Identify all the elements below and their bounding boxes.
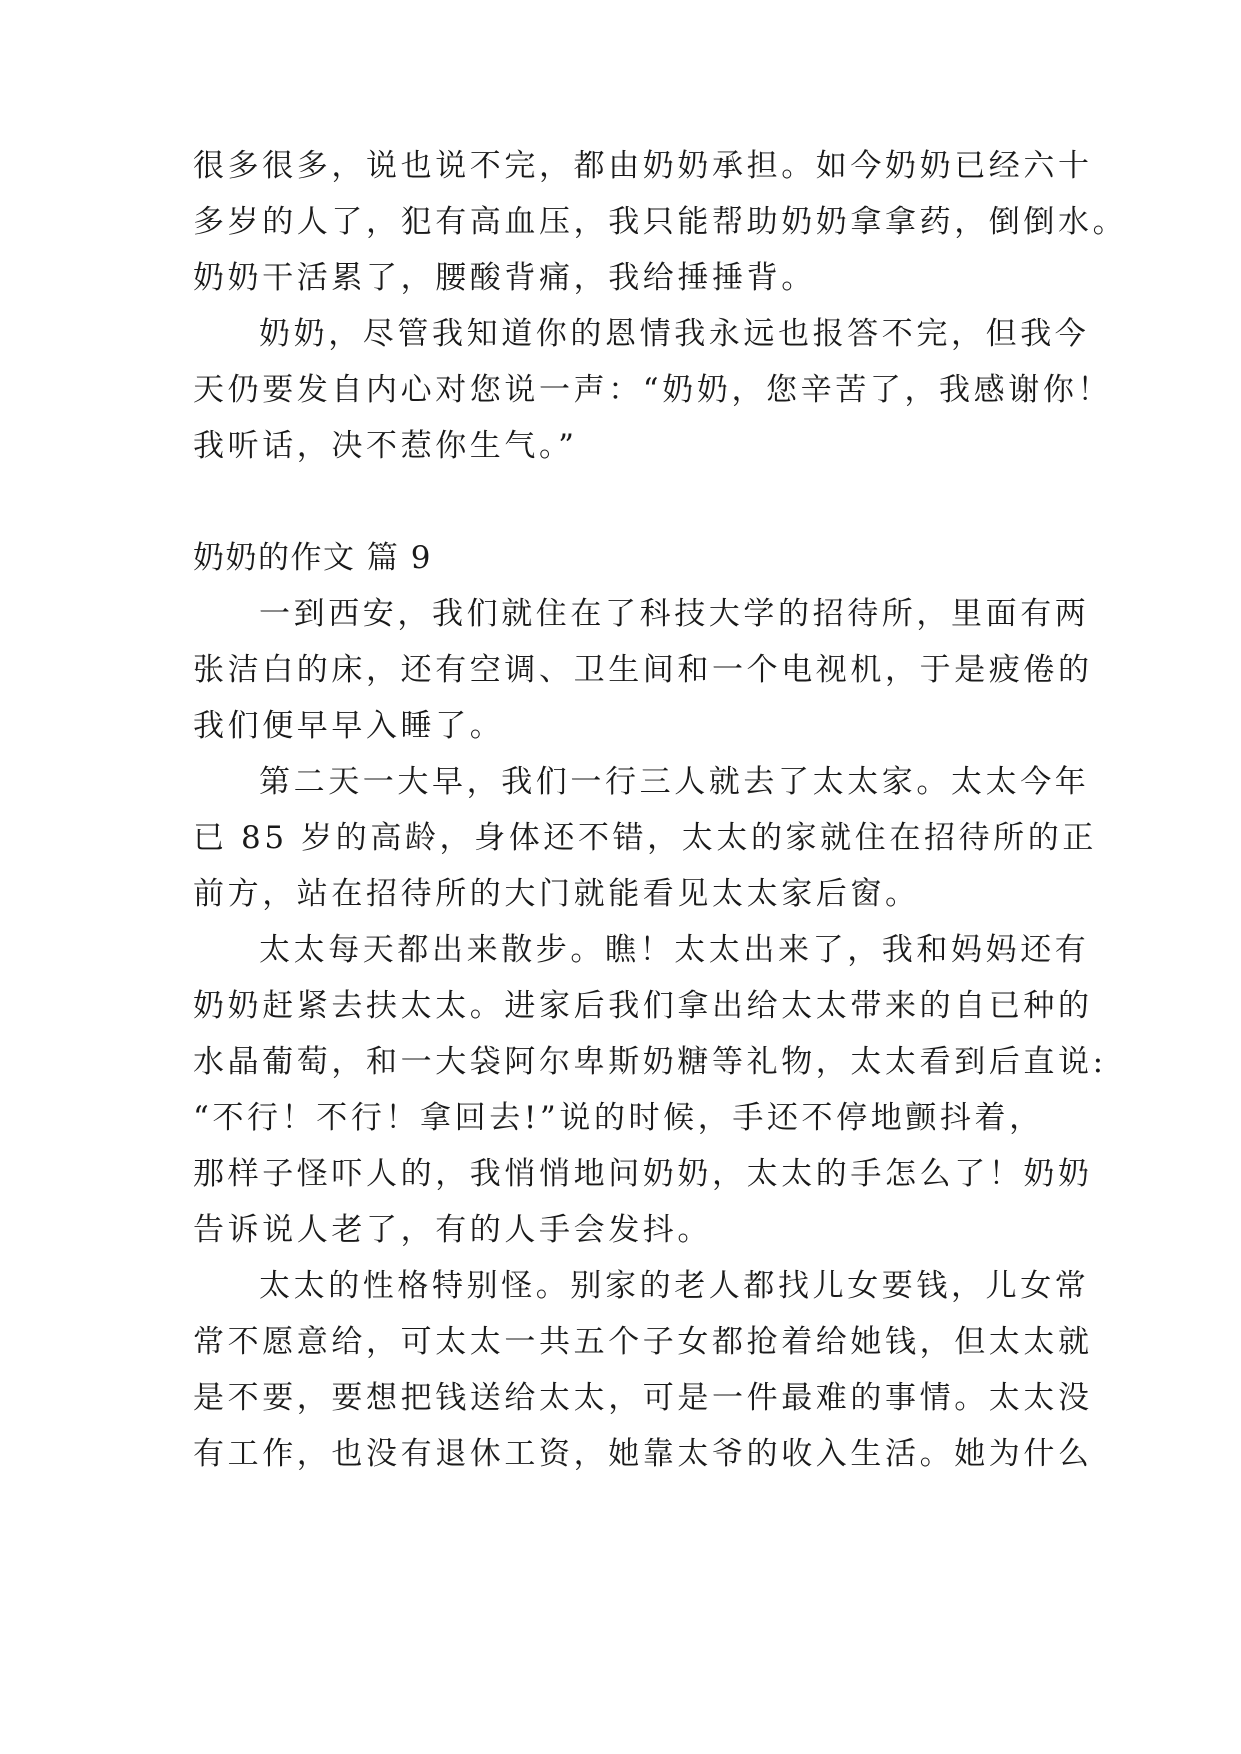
paragraph-first-line: 奶奶，尽管我知道你的恩情我永远也报答不完，但我今 <box>259 316 1090 352</box>
text-line: 有工作，也没有退休工资，她靠太爷的收入生活。她为什么 <box>193 1436 1093 1472</box>
paragraph-first-line: 一到西安，我们就住在了科技大学的招待所，里面有两 <box>259 596 1090 632</box>
text-line: 常不愿意给，可太太一共五个子女都抢着给她钱，但太太就 <box>193 1324 1093 1360</box>
paragraph-first-line: 太太每天都出来散步。瞧！太太出来了，我和妈妈还有 <box>259 932 1090 968</box>
paragraph-first-line: 第二天一大早，我们一行三人就去了太太家。太太今年 <box>259 764 1090 800</box>
section-heading: 奶奶的作文 篇 9 <box>193 540 432 576</box>
text-line: “不行！不行！拿回去!”说的时候，手还不停地颤抖着， <box>193 1100 1044 1136</box>
text-line: 奶奶赶紧去扶太太。进家后我们拿出给太太带来的自已种的 <box>193 988 1093 1024</box>
text-line: 那样子怪吓人的，我悄悄地问奶奶，太太的手怎么了！奶奶 <box>193 1156 1093 1192</box>
text-line: 我们便早早入睡了。 <box>193 708 505 744</box>
text-line: 张洁白的床，还有空调、卫生间和一个电视机，于是疲倦的 <box>193 652 1093 688</box>
text-line: 天仍要发自内心对您说一声：“奶奶，您辛苦了，我感谢你！ <box>193 372 1113 408</box>
document-page <box>193 0 1128 1754</box>
text-line: 前方，站在招待所的大门就能看见太太家后窗。 <box>193 876 920 912</box>
text-line: 多岁的人了，犯有高血压，我只能帮助奶奶拿拿药，倒倒水。 <box>193 204 1128 240</box>
paragraph-first-line: 太太的性格特别怪。别家的老人都找儿女要钱，儿女常 <box>259 1268 1090 1304</box>
text-line: 很多很多，说也说不完，都由奶奶承担。如今奶奶已经六十 <box>193 148 1093 184</box>
text-line: 是不要，要想把钱送给太太，可是一件最难的事情。太太没 <box>193 1380 1093 1416</box>
text-line: 我听话，决不惹你生气。” <box>193 428 578 464</box>
text-line: 已 85 岁的高龄，身体还不错，太太的家就住在招待所的正 <box>193 820 1097 856</box>
text-line: 奶奶干活累了，腰酸背痛，我给捶捶背。 <box>193 260 816 296</box>
text-line: 告诉说人老了，有的人手会发抖。 <box>193 1212 712 1248</box>
text-line: 水晶葡萄，和一大袋阿尔卑斯奶糖等礼物，太太看到后直说: <box>193 1044 1107 1080</box>
